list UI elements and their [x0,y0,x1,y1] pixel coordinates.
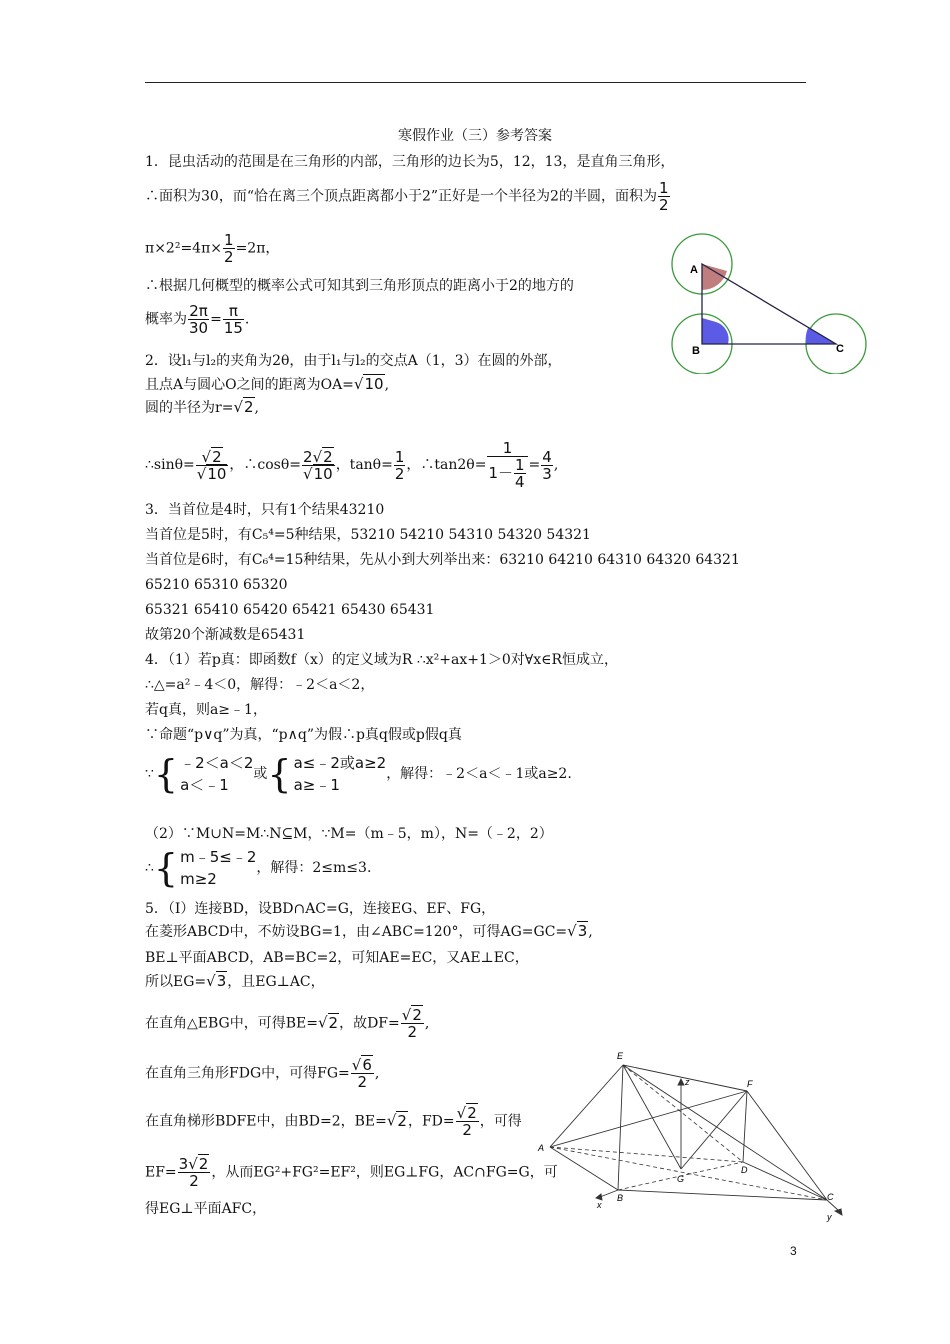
fraction: $\frac{√2}{2}$ [401,1006,422,1041]
p5-line8: EF= $\frac{3√2}{2}$ ，从而EG²+FG²=EF²，则EG⊥FG，AC∩FG=G，可 [145,1155,558,1190]
fraction: $\frac{\pi}{15}$ [223,302,243,337]
label-A: A [538,1143,545,1153]
fraction: $\frac{√2}{√10}$ [196,447,227,483]
solid-geometry-figure [535,1045,850,1225]
p1-line1: 1．昆虫活动的范围是在三角形的内部，三角形的边长为5，12，13，是直角三角形， [145,154,675,170]
equation-system: ﹣2＜a＜2 a＜﹣1 [180,754,254,794]
p5-line4: 所以EG=√3，且EG⊥AC， [145,972,325,990]
p4-line2: ∴△=a²﹣4＜0，解得：﹣2＜a＜2， [145,677,375,693]
p3-line5: 65321 65410 65420 65421 65430 65431 [145,602,435,618]
p1-line2: ∴面积为30，而“恰在离三个顶点距离都小于2”正好是一个半径为2的半圆，面积为 $\frac{1}{2}$ [145,179,669,214]
sqrt: √3 [567,922,588,940]
p2-line4: ∴sinθ= $\frac{√2}{√10}$ ，∴cosθ= $\frac{2√2}{√10}$ ，tanθ= $\frac{1}{2}$ ，∴tan2θ= 1 1－ $\frac{1}{4}$ = $\frac{4}{3}$ , [145,439,559,491]
fraction: $\frac{√6}{2}$ [351,1056,372,1091]
p5-line2: 在菱形ABCD中，不妨设BG=1，由∠ABC=120°，可得AG=GC=√3, [145,922,593,940]
equation-system: m﹣5≤﹣2 m≥2 [180,848,257,888]
p2-line3: 圆的半径为r=√2, [145,398,259,416]
p4-system-line-2: ∴{ m﹣5≤﹣2 m≥2 ，解得：2≤m≤3. [145,846,372,890]
p1-line3: π×2²=4π× $\frac{1}{2}$ =2π， [145,231,280,266]
sqrt: √3 [206,972,227,990]
label-D: D [741,1165,748,1175]
p4-line4: ∵命题“p∨q”为真，“p∧q”为假∴p真q假或p假q真 [145,727,462,743]
label-z: z [685,1077,690,1087]
label-B: B [692,345,700,357]
fraction: $\frac{2√2}{√10}$ [303,447,333,483]
triangle-circles-figure [670,232,870,374]
p5-line9: 得EG⊥平面AFC， [145,1201,267,1217]
label-x: x [597,1200,602,1210]
fraction: $\frac{3√2}{2}$ [178,1155,209,1190]
sqrt: √10 [353,375,384,393]
p5-line6: 在直角三角形FDG中，可得FG= $\frac{√6}{2}$ , [145,1056,380,1091]
fraction: 1 1－ $\frac{1}{4}$ [487,440,527,490]
fraction: $\frac{√2}{2}$ [456,1104,477,1139]
label-E: E [617,1051,624,1061]
fraction: $\frac{2\pi}{30}$ [189,302,209,337]
label-F: F [747,1079,753,1089]
p5-line1: 5．（Ⅰ）连接BD，设BD∩AC=G，连接EG、EF、FG， [145,901,496,917]
p1-line5: 概率为 $\frac{2\pi}{30}$ = $\frac{\pi}{15}$ . [145,302,250,337]
label-C: C [827,1192,834,1202]
p3-line3: 当首位是6时，有C₆⁴=15种结果，先从小到大列举出来：63210 64210 64310 64320 64321 [145,552,740,568]
label-C: C [836,343,844,355]
fraction: $\frac{1}{2}$ [394,447,405,483]
fraction: $\frac{1}{2}$ [658,179,669,214]
label-y: y [827,1212,832,1222]
p5-line3: BE⊥平面ABCD，AB=BC=2，可知AE=EC，又AE⊥EC， [145,950,529,966]
label-B: B [617,1193,624,1203]
p4-line3: 若q真，则a≥﹣1， [145,702,267,718]
label-A: A [690,264,698,276]
p3-line2: 当首位是5时，有C₅⁴=5种结果，53210 54210 54310 54320 54321 [145,527,591,543]
p4-system-line: ∵{ ﹣2＜a＜2 a＜﹣1 或{ a≤﹣2或a≥2 a≥﹣1 ，解得：﹣2＜a＜﹣1或a≥2. [145,752,572,796]
equation-system: a≤﹣2或a≥2 a≥﹣1 [293,754,387,794]
sqrt: √2 [386,1111,407,1130]
p3-line4: 65210 65310 65320 [145,577,288,593]
page-title: 寒假作业（三）参考答案 [398,128,552,144]
sqrt: √2 [233,398,254,416]
p5-line7: 在直角梯形BDFE中，由BD=2，BE=√2，FD= $\frac{√2}{2}$ ，可得 [145,1104,522,1139]
p2-line1: 2．设l₁与l₂的夹角为2θ，由于l₁与l₂的交点A（1，3）在圆的外部， [145,353,562,369]
p4-line6: （2）∵M∪N=M∴N⊆M，∵M=（m﹣5，m），N=（﹣2，2） [145,826,553,842]
sqrt: √2 [317,1013,339,1032]
fraction: $\frac{4}{3}$ [542,447,552,483]
p2-line2: 且点A与圆心O之间的距离为OA=√10, [145,375,390,393]
p1-line4: ∴根据几何概型的概率公式可知其到三角形顶点的距离小于2的地方的 [145,278,574,294]
p4-line1: 4．（1）若p真：即函数f（x）的定义域为R ∴x²+ax+1＞0对∀x∈R恒成立， [145,652,619,668]
p5-line5: 在直角△EBG中，可得BE=√2，故DF= $\frac{√2}{2}$ , [145,1006,430,1041]
page-number: 3 [790,1244,797,1258]
p3-line6: 故第20个渐减数是65431 [145,627,306,643]
header-rule [145,82,806,83]
fraction: $\frac{1}{2}$ [224,231,234,266]
p3-line1: 3．当首位是4时，只有1个结果43210 [145,502,385,518]
label-G: G [677,1174,685,1184]
